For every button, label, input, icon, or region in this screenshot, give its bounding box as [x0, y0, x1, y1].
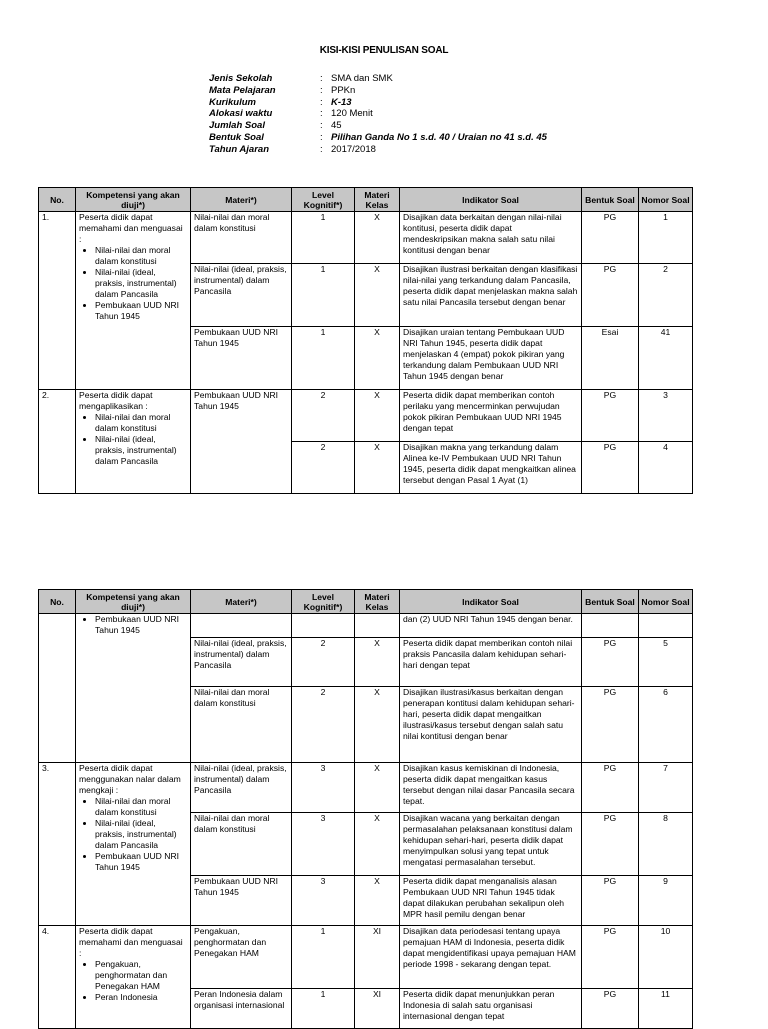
nomor-soal-cell: 11	[639, 989, 693, 1029]
nomor-soal-cell: 41	[639, 327, 693, 390]
nomor-soal-cell: 8	[639, 813, 693, 876]
row-number: 3.	[39, 763, 76, 926]
materi-cell: Nilai-nilai (ideal, praksis, instrumental) dalam Pancasila	[191, 763, 292, 813]
bentuk-soal-cell: PG	[582, 876, 639, 926]
column-header: Kompetensi yang akan diuji*)	[76, 590, 191, 614]
meta-colon: :	[320, 84, 323, 96]
row-number: 2.	[39, 390, 76, 494]
materi-kelas-cell: X	[355, 876, 400, 926]
materi-cell: Nilai-nilai (ideal, praksis, instrumental) dalam Pancasila	[191, 638, 292, 687]
materi-kelas-cell: XI	[355, 926, 400, 989]
materi-kelas-cell: X	[355, 264, 400, 327]
materi-cell: Pembukaan UUD NRI Tahun 1945	[191, 390, 292, 494]
column-header: Level Kognitif*)	[292, 188, 355, 212]
indikator-soal-cell: Disajikan wacana yang berkaitan dengan permasalahan pelaksanaan konstitusi dalam kehidupan sehari-hari, peserta didik dapat menyimpulkan solusi yang tepat untuk mengatasi permasalahan tersebut.	[400, 813, 582, 876]
kompetensi-item: • Pengakuan, penghormatan dan Penegakan HAM	[95, 959, 187, 992]
column-header: Indikator Soal	[400, 590, 582, 614]
indikator-soal-cell: Disajikan data berkaitan dengan nilai-nilai kontitusi, peserta didik dapat mendeskripsikan makna salah satu nilai kontitusi dengan benar	[400, 212, 582, 264]
kompetensi-text: Peserta didik dapat memahami dan menguasai :	[79, 926, 183, 958]
level-kognitif-cell: 3	[292, 763, 355, 813]
kompetensi-cell	[76, 614, 191, 763]
level-kognitif-cell: 1	[292, 989, 355, 1029]
kompetensi-item: • Nilai-nilai dan moral dalam konstitusi	[95, 245, 187, 267]
meta-value: K-13	[331, 96, 352, 108]
nomor-soal-cell: 6	[639, 687, 693, 763]
kisi-table-1	[38, 187, 693, 494]
kompetensi-item: • Nilai-nilai (ideal, praksis, instrumental) dalam Pancasila	[95, 818, 187, 851]
table-row	[39, 390, 693, 442]
kompetensi-item: • Nilai-nilai (ideal, praksis, instrumental) dalam Pancasila	[95, 267, 187, 300]
column-header: Nomor Soal	[639, 590, 693, 614]
materi-kelas-cell: X	[355, 442, 400, 494]
indikator-soal-cell: Peserta didik dapat menunjukkan peran Indonesia di salah satu organisasi internasional dengan tepat	[400, 989, 582, 1029]
level-kognitif-cell: 1	[292, 264, 355, 327]
materi-kelas-cell: X	[355, 687, 400, 763]
meta-label: Mata Pelajaran	[209, 84, 276, 96]
meta-row	[209, 73, 547, 85]
meta-row	[209, 108, 547, 120]
materi-cell: Nilai-nilai dan moral dalam konstitusi	[191, 813, 292, 876]
table-row	[39, 926, 693, 989]
column-header: Bentuk Soal	[582, 590, 639, 614]
level-kognitif-cell: 2	[292, 687, 355, 763]
meta-colon: :	[320, 131, 323, 143]
kompetensi-list	[79, 796, 187, 873]
kompetensi-cell	[76, 926, 191, 1029]
materi-cell: Pembukaan UUD NRI Tahun 1945	[191, 327, 292, 390]
kompetensi-item: • Pembukaan UUD NRI Tahun 1945	[95, 614, 187, 636]
materi-kelas-cell: X	[355, 638, 400, 687]
meta-label: Tahun Ajaran	[209, 143, 269, 155]
kompetensi-list	[79, 614, 187, 636]
nomor-soal-cell: 5	[639, 638, 693, 687]
level-kognitif-cell: 2	[292, 390, 355, 442]
level-kognitif-cell: 1	[292, 212, 355, 264]
level-kognitif-cell: 3	[292, 813, 355, 876]
column-header: Indikator Soal	[400, 188, 582, 212]
nomor-soal-cell: 1	[639, 212, 693, 264]
meta-label: Alokasi waktu	[209, 108, 273, 120]
kompetensi-item: • Pembukaan UUD NRI Tahun 1945	[95, 300, 187, 322]
column-header: Nomor Soal	[639, 188, 693, 212]
kompetensi-cell	[76, 763, 191, 926]
meta-colon: :	[320, 96, 323, 108]
indikator-soal-cell: Peserta didik dapat memberikan contoh perilaku yang mencerminkan perwujudan pokok pikiran Pembukaan UUD NRI 1945 dengan tepat	[400, 390, 582, 442]
materi-kelas-cell: X	[355, 212, 400, 264]
indikator-soal-cell: Peserta didik dapat memberikan contoh nilai praksis Pancasila dalam kehidupan sehari-hari dengan tepat	[400, 638, 582, 687]
row-number	[39, 614, 76, 763]
kompetensi-item: • Pembukaan UUD NRI Tahun 1945	[95, 851, 187, 873]
bentuk-soal-cell: PG	[582, 264, 639, 327]
meta-row	[209, 144, 547, 156]
materi-kelas-cell: X	[355, 813, 400, 876]
kompetensi-list	[79, 412, 187, 467]
page-title: KISI-KISI PENULISAN SOAL	[319, 45, 449, 56]
kompetensi-text: Peserta didik dapat mengaplikasikan :	[79, 390, 153, 411]
table-row	[39, 212, 693, 264]
indikator-soal-cell: Disajikan ilustrasi/kasus berkaitan dengan penerapan kontitusi dalam kehidupan sehari-hari, peserta didik dapat mengaitkan ilustrasi/kasus tersebut dengan salah satu nilai kontitusi dengan benar	[400, 687, 582, 763]
kisi-table-2	[38, 589, 693, 1029]
meta-colon: :	[320, 73, 323, 84]
materi-cell	[191, 614, 292, 638]
level-kognitif-cell: 2	[292, 442, 355, 494]
bentuk-soal-cell: PG	[582, 212, 639, 264]
column-header: Kompetensi yang akan diuji*)	[76, 188, 191, 212]
column-header: Materi Kelas	[355, 188, 400, 212]
kompetensi-item: • Peran Indonesia	[95, 992, 187, 1003]
indikator-soal-cell: Disajikan kasus kemiskinan di Indonesia, peserta didik dapat mengaitkan kasus tersebut dengan nilai dasar Pancasila secara tepat.	[400, 763, 582, 813]
kompetensi-cell	[76, 212, 191, 390]
kompetensi-item: • Nilai-nilai dan moral dalam konstitusi	[95, 796, 187, 818]
level-kognitif-cell: 1	[292, 327, 355, 390]
materi-kelas-cell: X	[355, 327, 400, 390]
bentuk-soal-cell: PG	[582, 687, 639, 763]
nomor-soal-cell	[639, 614, 693, 638]
meta-label: Kurikulum	[209, 96, 256, 108]
level-kognitif-cell: 1	[292, 926, 355, 989]
meta-value: 2017/2018	[331, 143, 376, 155]
bentuk-soal-cell: PG	[582, 390, 639, 442]
table-row	[39, 763, 693, 813]
kompetensi-text: Peserta didik dapat menggunakan nalar dalam mengkaji :	[79, 763, 181, 795]
indikator-soal-cell: Disajikan makna yang terkandung dalam Alinea ke-IV Pembukaan UUD NRI Tahun 1945, peserta didik dapat mengkaitkan alinea tersebut dengan Pasal 1 Ayat (1)	[400, 442, 582, 494]
kompetensi-cell	[76, 390, 191, 494]
meta-row	[209, 132, 547, 144]
meta-label: Jumlah Soal	[209, 120, 265, 132]
row-number: 4.	[39, 926, 76, 1029]
meta-value: PPKn	[331, 84, 356, 96]
meta-row	[209, 85, 547, 97]
bentuk-soal-cell: PG	[582, 638, 639, 687]
bentuk-soal-cell	[582, 614, 639, 638]
materi-kelas-cell: XI	[355, 989, 400, 1029]
level-kognitif-cell: 2	[292, 638, 355, 687]
materi-cell: Nilai-nilai dan moral dalam konstitusi	[191, 687, 292, 763]
row-number: 1.	[39, 212, 76, 390]
bentuk-soal-cell: PG	[582, 763, 639, 813]
indikator-soal-cell: Disajikan uraian tentang Pembukaan UUD NRI Tahun 1945, peserta didik dapat menjelaskan 4 (empat) pokok pikiran yang terkandung dalam Pembukaan UUD NRI Tahun 1945 dengan benar	[400, 327, 582, 390]
indikator-soal-cell: Disajikan ilustrasi berkaitan dengan klasifikasi nilai-nilai yang terkandung dalam Pancasila, peserta didik dapat menjelaskan makna salah satu nilai Pancasila tersebut dengan benar	[400, 264, 582, 327]
kompetensi-text: Peserta didik dapat memahami dan menguasai :	[79, 212, 183, 244]
table-header-row	[39, 188, 693, 212]
column-header: Bentuk Soal	[582, 188, 639, 212]
nomor-soal-cell: 3	[639, 390, 693, 442]
indikator-soal-cell: Peserta didik dapat menganalisis alasan Pembukaan UUD NRI Tahun 1945 tidak dapat dilakukan perubahan sekalipun oleh MPR hasil pemilu dengan benar	[400, 876, 582, 926]
materi-kelas-cell: X	[355, 390, 400, 442]
nomor-soal-cell: 9	[639, 876, 693, 926]
meta-label: Bentuk Soal	[209, 131, 264, 143]
materi-cell: Pembukaan UUD NRI Tahun 1945	[191, 876, 292, 926]
kompetensi-item: • Nilai-nilai dan moral dalam konstitusi	[95, 412, 187, 434]
bentuk-soal-cell: PG	[582, 813, 639, 876]
indikator-soal-cell: dan (2) UUD NRI Tahun 1945 dengan benar.	[400, 614, 582, 638]
materi-kelas-cell: X	[355, 763, 400, 813]
kompetensi-list	[79, 245, 187, 322]
document-metadata	[209, 73, 547, 156]
indikator-soal-cell: Disajikan data periodesasi tentang upaya pemajuan HAM di Indonesia, peserta didik dapat mengidentifikasi upaya pemajuan HAM periode 1998 - sekarang dengan tepat.	[400, 926, 582, 989]
materi-cell: Nilai-nilai dan moral dalam konstitusi	[191, 212, 292, 264]
materi-cell: Peran Indonesia dalam organisasi internasional	[191, 989, 292, 1029]
nomor-soal-cell: 4	[639, 442, 693, 494]
meta-value: Pilihan Ganda No 1 s.d. 40 / Uraian no 41 s.d. 45	[331, 131, 547, 143]
bentuk-soal-cell: PG	[582, 926, 639, 989]
column-header: No.	[39, 188, 76, 212]
level-kognitif-cell	[292, 614, 355, 638]
materi-kelas-cell	[355, 614, 400, 638]
meta-colon: :	[320, 143, 323, 155]
column-header: Level Kognitif*)	[292, 590, 355, 614]
meta-row	[209, 120, 547, 132]
table-row	[39, 614, 693, 638]
meta-value: 45	[331, 120, 342, 132]
meta-value: 120 Menit	[331, 108, 373, 120]
meta-label: Jenis Sekolah	[209, 73, 273, 84]
meta-row	[209, 97, 547, 109]
column-header: Materi Kelas	[355, 590, 400, 614]
bentuk-soal-cell: PG	[582, 442, 639, 494]
kompetensi-item: • Nilai-nilai (ideal, praksis, instrumental) dalam Pancasila	[95, 434, 187, 467]
kompetensi-list	[79, 959, 187, 1003]
nomor-soal-cell: 2	[639, 264, 693, 327]
column-header: Materi*)	[191, 590, 292, 614]
nomor-soal-cell: 10	[639, 926, 693, 989]
nomor-soal-cell: 7	[639, 763, 693, 813]
column-header: No.	[39, 590, 76, 614]
materi-cell: Nilai-nilai (ideal, praksis, instrumental) dalam Pancasila	[191, 264, 292, 327]
meta-value: SMA dan SMK	[331, 73, 393, 84]
column-header: Materi*)	[191, 188, 292, 212]
level-kognitif-cell: 3	[292, 876, 355, 926]
table-header-row	[39, 590, 693, 614]
meta-colon: :	[320, 120, 323, 132]
meta-colon: :	[320, 108, 323, 120]
bentuk-soal-cell: Esai	[582, 327, 639, 390]
bentuk-soal-cell: PG	[582, 989, 639, 1029]
materi-cell: Pengakuan, penghormatan dan Penegakan HAM	[191, 926, 292, 989]
